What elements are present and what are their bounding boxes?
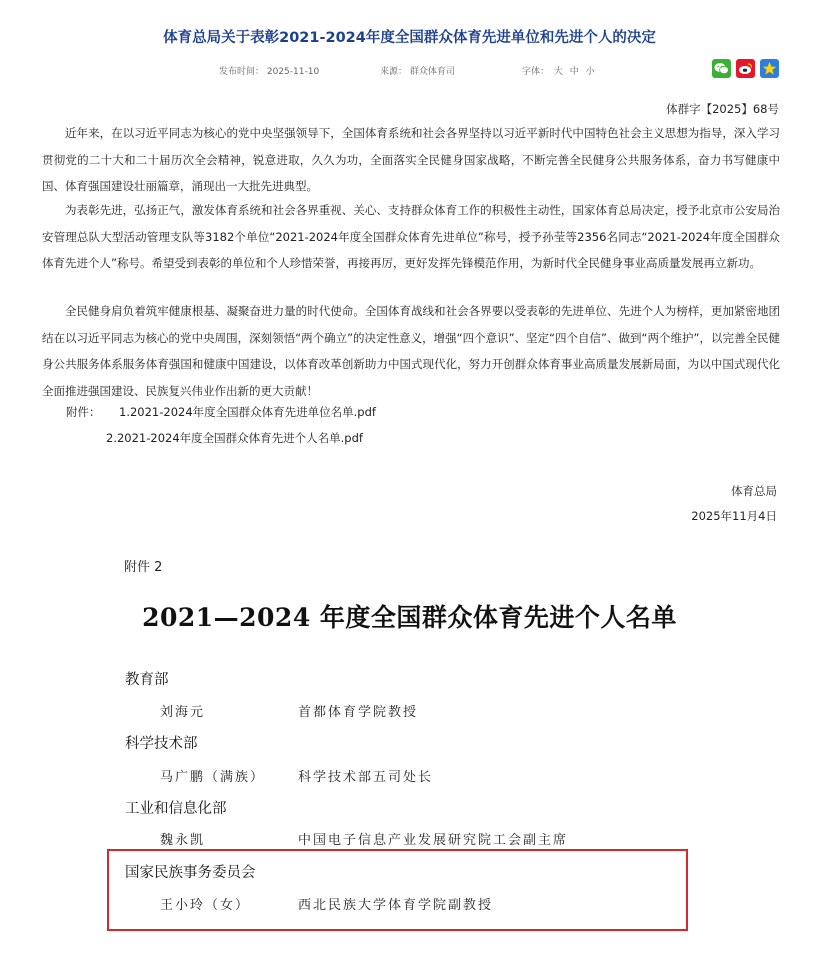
signature-date: 2025年11月4日 — [691, 509, 777, 523]
attachment-link-individuals[interactable]: 2.2021-2024年度全国群众体育先进个人名单.pdf — [106, 431, 363, 445]
attachments-label: 附件： — [66, 405, 101, 419]
body-paragraph-3: 全民健身肩负着筑牢健康根基、凝聚奋进力量的时代使命。全国体育战线和社会各界要以受表彰的先进单位、先进个人为榜样，更加紧密地团结在以习近平同志为核心的党中央周围，深刻领悟“两个确立”的决定性意义，增强“四个意识”、坚定“四个自信”、做到“两个维护”，以完善全民健身公共服务体系服务体育强国和健康中国建设，以体育改革创新助力中国式现代化，努力开创群众体育事业高质量发展新局面，为以中国式现代化全面推进强国建设、民族复兴伟业作出新的更大贡献！ — [42, 304, 780, 398]
signature-org: 体育总局 — [731, 484, 777, 498]
font-size-small-button[interactable]: 小 — [585, 67, 595, 77]
article-title: 体育总局关于表彰2021-2024年度全国群众体育先进单位和先进个人的决定 — [163, 30, 656, 46]
document-number: 体群字【2025】68号 — [666, 102, 779, 116]
favorite-button[interactable] — [760, 59, 779, 78]
body-paragraph-2: 为表彰先进，弘扬正气，激发体育系统和社会各界重视、关心、支持群众体育工作的积极性主动性，国家体育总局决定，授予北京市公安局治安管理总队大型活动管理支队等3182个单位“2021-2024年度全国群众体育先进单位”称号，授予孙莹等2356名同志“2021-2024年度全国群众体育先进个人”称号。希望受到表彰的单位和个人珍惜荣誉，再接再厉，更好发挥先锋模范作用，为新时代全民健身事业高质量发展再立新功。 — [42, 203, 780, 270]
source-label: 来源： 群众体育司 — [380, 67, 455, 77]
publish-date: 发布时间： 2025-11-10 — [219, 67, 320, 77]
department-heading: 教育部 — [125, 672, 169, 688]
person-position: 科学技术部五司处长 — [298, 770, 434, 785]
font-size-label: 字体： — [522, 67, 550, 77]
wechat-share-button[interactable] — [712, 59, 731, 78]
weibo-icon — [738, 62, 753, 75]
annex-title: 2021—2024 年度全国群众体育先进个人名单 — [142, 603, 677, 632]
person-name: 刘海元 — [160, 705, 206, 720]
person-position: 中国电子信息产业发展研究院工会副主席 — [298, 833, 569, 848]
annex-label: 附件 2 — [124, 560, 163, 575]
weibo-share-button[interactable] — [736, 59, 755, 78]
favorite-star-icon — [762, 61, 777, 76]
person-position: 首都体育学院教授 — [298, 705, 419, 720]
font-size-control — [522, 64, 595, 77]
font-size-large-button[interactable]: 大 — [553, 67, 563, 77]
person-position: 西北民族大学体育学院副教授 — [298, 898, 494, 913]
person-name: 魏永凯 — [160, 833, 206, 848]
font-size-medium-button[interactable]: 中 — [569, 67, 579, 77]
body-paragraph-1: 近年来，在以习近平同志为核心的党中央坚强领导下，全国体育系统和社会各界坚持以习近平新时代中国特色社会主义思想为指导，深入学习贯彻党的二十大和二十届历次全会精神，锐意进取，久久为功，全面落实全民健身国家战略，不断完善全民健身公共服务体系，奋力书写健康中国、体育强国建设壮丽篇章，涌现出一大批先进典型。 — [42, 126, 780, 193]
highlight-box — [107, 849, 688, 931]
wechat-icon — [714, 62, 729, 75]
person-name: 王小玲（女） — [160, 898, 251, 913]
attachment-link-units[interactable]: 1.2021-2024年度全国群众体育先进单位名单.pdf — [119, 405, 376, 419]
department-heading: 科学技术部 — [125, 736, 198, 752]
department-heading: 工业和信息化部 — [125, 801, 227, 817]
department-heading: 国家民族事务委员会 — [125, 865, 256, 881]
person-name: 马广鹏（满族） — [160, 770, 266, 785]
